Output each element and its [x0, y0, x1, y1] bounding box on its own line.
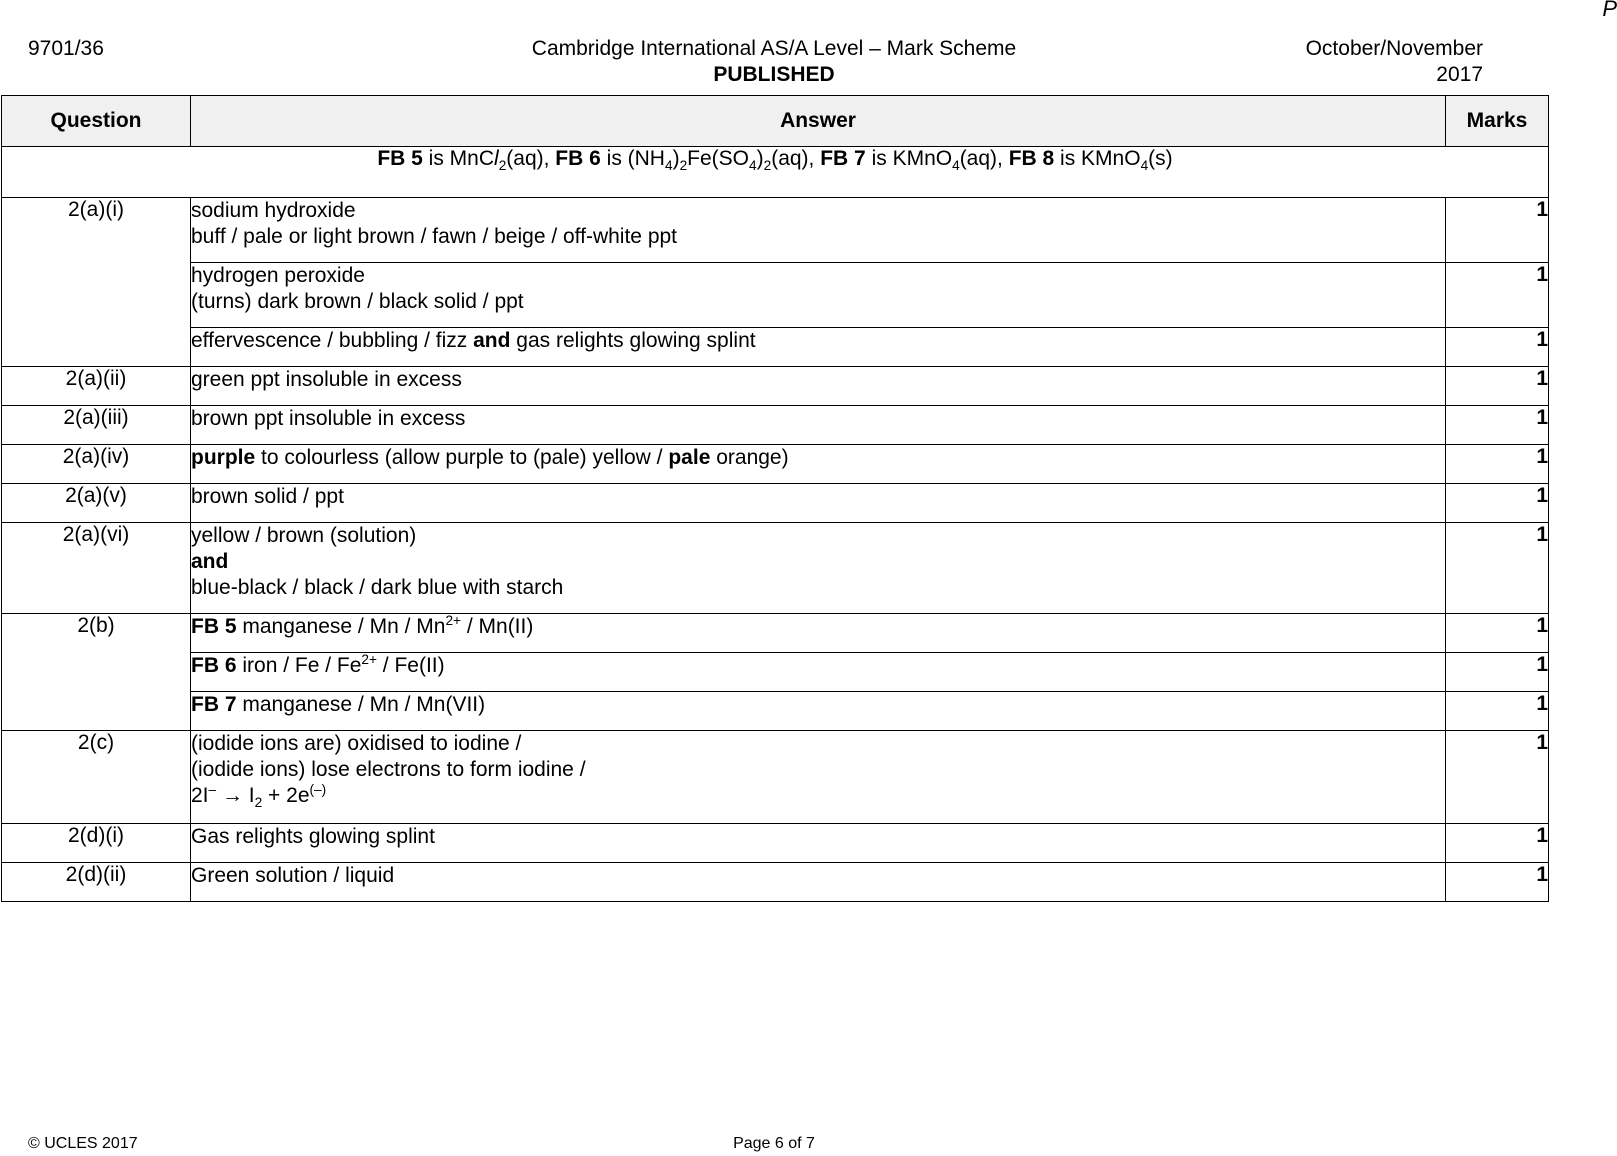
table-row [2, 692, 1549, 731]
question-number: 2(a)(v) [2, 484, 191, 523]
table-row [2, 731, 1549, 824]
title-text: Cambridge International AS/A Level – Mark Scheme [531, 37, 1017, 60]
answer-cell: yellow / brown (solution) and blue-black / black / dark blue with starch [191, 523, 1446, 614]
answer-cell: purple to colourless (allow purple to (pale) yellow / pale orange) [191, 445, 1446, 484]
question-number: 2(a)(ii) [2, 367, 191, 406]
page-corner-mark: P [1602, 0, 1617, 21]
table-row [2, 824, 1549, 863]
marks-cell: 1 [1446, 263, 1549, 328]
question-number: 2(d)(i) [2, 824, 191, 863]
marks-cell: 1 [1446, 198, 1549, 263]
table-row [2, 484, 1549, 523]
table-row [2, 328, 1549, 367]
answer-cell: (iodide ions are) oxidised to iodine / (iodide ions) lose electrons to form iodine / $2I^- \to I_2 + 2e^{(-)}$ [191, 731, 1446, 824]
table-row [2, 863, 1549, 902]
table-row [2, 367, 1549, 406]
column-header-question: Question [2, 96, 191, 147]
info-row [2, 147, 1549, 198]
answer-cell: Green solution / liquid [191, 863, 1446, 902]
answer-cell: brown solid / ppt [191, 484, 1446, 523]
answer-cell: effervescence / bubbling / fizz and gas relights glowing splint [191, 328, 1446, 367]
marks-cell: 1 [1446, 484, 1549, 523]
question-number: 2(a)(iv) [2, 445, 191, 484]
copyright-notice: © UCLES 2017 [28, 1135, 138, 1152]
table-row [2, 445, 1549, 484]
answer-cell: FB 7 manganese / Mn / Mn(VII) [191, 692, 1446, 731]
column-header-marks: Marks [1446, 96, 1549, 147]
answer-cell: hydrogen peroxide (turns) dark brown / black solid / ppt [191, 263, 1446, 328]
marks-cell: 1 [1446, 692, 1549, 731]
answer-cell: Gas relights glowing splint [191, 824, 1446, 863]
published-label: PUBLISHED [713, 63, 835, 86]
table-row [2, 198, 1549, 263]
mark-scheme-table [1, 95, 1549, 902]
question-number: 2(b) [2, 614, 191, 731]
answer-cell: FB 5 manganese / Mn / $Mn^{2+} / Mn(II)$ [191, 614, 1446, 653]
marks-cell: 1 [1446, 367, 1549, 406]
marks-cell: 1 [1446, 328, 1549, 367]
question-number: 2(a)(vi) [2, 523, 191, 614]
question-number: 2(a)(iii) [2, 406, 191, 445]
exam-session [1306, 36, 1483, 88]
answer-cell: brown ppt insoluble in excess [191, 406, 1446, 445]
table-row [2, 653, 1549, 692]
answer-cell: green ppt insoluble in excess [191, 367, 1446, 406]
question-number: 2(a)(i) [2, 198, 191, 367]
marks-cell: 1 [1446, 863, 1549, 902]
table-row [2, 614, 1549, 653]
marks-cell: 1 [1446, 731, 1549, 824]
marks-cell: 1 [1446, 523, 1549, 614]
column-header-answer: Answer [191, 96, 1446, 147]
marks-cell: 1 [1446, 406, 1549, 445]
question-number: 2(d)(ii) [2, 863, 191, 902]
marks-cell: 1 [1446, 614, 1549, 653]
session-month: October/November [1305, 37, 1483, 60]
marks-cell: 1 [1446, 653, 1549, 692]
answer-cell: sodium hydroxide buff / pale or light brown / fawn / beige / off-white ppt [191, 198, 1446, 263]
table-row [2, 263, 1549, 328]
syllabus-code: 9701/36 [28, 37, 104, 60]
marks-cell: 1 [1446, 445, 1549, 484]
marks-cell: 1 [1446, 824, 1549, 863]
solutions-info: FB 5 is MnCl$_2$(aq), FB 6 is $(NH_4)_2Fe(SO_4)_2(aq)$, FB 7 is KMnO$_4$(aq), FB 8 is KMnO$_4$(s) [2, 147, 1549, 198]
table-header-row [2, 96, 1549, 147]
question-number: 2(c) [2, 731, 191, 824]
page-number: Page 6 of 7 [733, 1135, 815, 1152]
session-year: 2017 [1436, 63, 1483, 86]
table-row [2, 406, 1549, 445]
table-row [2, 523, 1549, 614]
answer-cell: FB 6 iron / Fe / $Fe^{2+} / Fe(II)$ [191, 653, 1446, 692]
